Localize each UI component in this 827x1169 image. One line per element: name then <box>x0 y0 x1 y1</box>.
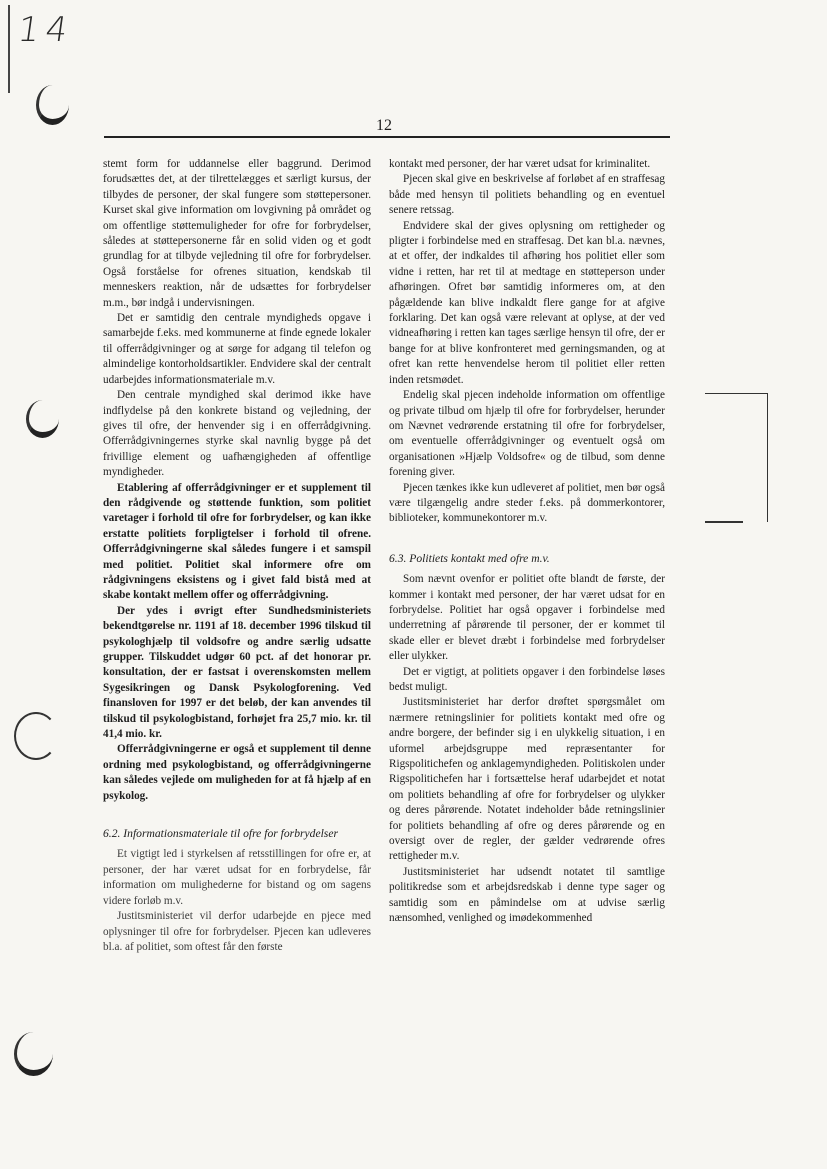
punch-hole-mark <box>14 1032 53 1076</box>
section-heading: 6.3. Politiets kontakt med ofre m.v. <box>389 551 550 565</box>
paragraph: Endelig skal pjecen indeholde information om offentlige og private tilbud om hjælp til ofre for forbrydelser, herunder om Nævnet vedrørende erstatning til ofre for forbrydelser, om eventuelle offerrådgivninger og eventuelt også om organisationen »Hjælp Voldsofre« og de tilbud, som denne forening giver. <box>389 389 665 479</box>
margin-bracket-bottom <box>705 521 743 523</box>
page-number: 12 <box>376 117 392 134</box>
punch-hole-mark <box>26 400 59 438</box>
paragraph: Det er samtidig den centrale myndigheds opgave i samarbejde f.eks. med kommunerne at finde egnede lokaler til offerrådgivninger og at sørge for adgang til telefon og almindelige kontorholdsartikler. Endvidere skal der centralt udarbejdes informationsmateriale m.v. <box>103 312 371 386</box>
paragraph: Justitsministeriet har derfor drøftet spørgsmålet om nærmere retningslinier for politiets kontakt med ofre og andre borgere, der befinder sig i en ulykkelig situation, i en uformel arbejdsgruppe med repræsentanter for Rigspolitichefen og anklagemyndigheden. Politiskolen under Rigspolitichefen har i fortsættelse heraf udarbejdet et notat om politiets behandling af ofre for forbrydelser og ulykker og deres pårørende. Notatet indeholder både retningslinier for politiets behandling af ofre og deres pårørende og en oversigt over de regler, der gælder vedrørende ofres rettigheder m.v. <box>389 696 665 863</box>
paragraph: Pjecen tænkes ikke kun udleveret af politiet, men bør også være tilgængelig andre steder f.eks. på dommerkontorer, biblioteker, kommunekontorer m.v. <box>389 481 665 525</box>
punch-hole-mark <box>14 712 58 760</box>
paragraph: Etablering af offerrådgivninger er et supplement til den rådgivende og støttende funktion, som politiet varetager i forhold til ofre for forbrydelser, og kan ikke erstatte politiets forpligtelser i forhold til ofrene. Offerrådgivningerne skal således fungere i et samspil med politiet. Politiet skal informere ofre om rådgivningens eksistens og i givet fald bistå med at skabe kontakt mellem offer og offerrådgivning. <box>103 481 371 602</box>
paragraph: Den centrale myndighed skal derimod ikke have indflydelse på den konkrete bistand og vejledning, der gives til ofre, der henvender sig i en offerrådgivning. Offerrådgivningernes styrke skal navnlig bygge på det frivillige element og uafhængigheden af offentlige myndigheder. <box>103 389 371 479</box>
paragraph: Som nævnt ovenfor er politiet ofte blandt de første, der kommer i kontakt med personer, der har været udsat for en forbrydelse. Politiet har også opgaver i forbindelse med underretning af pårørende til personer, der er kommet til skade eller er blevet dræbt i forbindelse med forbrydelser eller ulykker. <box>389 573 665 663</box>
section-heading: 6.2. Informationsmateriale til ofre for forbrydelser <box>103 827 338 841</box>
left-column <box>103 157 371 955</box>
paragraph: Det er vigtigt, at politiets opgaver i den forbindelse løses bedst muligt. <box>389 665 665 693</box>
paragraph: Der ydes i øvrigt efter Sundhedsministeriets bekendtgørelse nr. 1191 af 18. december 1996 tilskud til psykologhjælp til voldsofre og andre særlig udsatte grupper. Tilskuddet udgør 60 pct. af det honorar pr. konsultation, der er fastsat i overenskomsten mellem Sygesikringen og Dansk Psykologforening. Ved finansloven for 1997 er det beløb, der kan anvendes til tilskud til psykologbistand, forhøjet fra 25,7 mio. kr. til 41,4 mio. kr. <box>103 604 371 741</box>
right-column <box>389 157 665 927</box>
paragraph: Pjecen skal give en beskrivelse af forløbet af en straffesag både med hensyn til politiets behandling og en eventuel senere retssag. <box>389 173 665 217</box>
header-rule <box>104 136 670 138</box>
paragraph: stemt form for uddannelse eller baggrund. Derimod forudsættes det, at der tilrettelægges et særligt kursus, der tilbydes de personer, der skal fungere som støttepersoner. Kurset skal give information om lovgivning på området og om offentlige støttemuligheder for ofre for forbrydelser, således at støttepersonerne får en solid viden og et godt grundlag for at tilbyde vejledning til ofre for forbrydelser. Også forståelse for ofrenes situation, kendskab til menneskers reaktion, når de udsættes for forbrydelser m.m., bør indgå i undervisningen. <box>103 158 371 309</box>
paragraph: Et vigtigt led i styrkelsen af retsstillingen for ofre er, at personer, der har været udsat for en forbrydelse, får information om mulighederne for bistand og om sagens videre forløb m.v. <box>103 848 371 907</box>
paragraph: kontakt med personer, der har været udsat for kriminalitet. <box>389 158 651 170</box>
handwritten-annotation: 14 <box>15 10 77 50</box>
paragraph: Endvidere skal der gives oplysning om rettigheder og pligter i forbindelse med en straffesag. Det kan bl.a. nævnes, at et offer, der indkaldes til afhøring hos politiet eller som vidne i retten, har ret til at medtage en støtteperson under afhøringen. Ofret bør samtidig informeres om, at den pågældende kan blive indkaldt flere gange for at afgive forklaring. Det kan også være relevant at oplyse, at der ved vidneafhøring i retten kan tages særlige hensyn til ofre, der er bange for at blive konfronteret med gerningsmanden, og at ofret kan rette henvendelse herom til politiet eller retten inden retsmødet. <box>389 219 665 386</box>
paragraph: Justitsministeriet har udsendt notatet til samtlige politikredse som et arbejdsredskab i denne type sager og samtidig som en påmindelse om at udvise særlig nænsomhed, venlighed og imødekommenhed <box>389 865 665 925</box>
paragraph: Offerrådgivningerne er også et supplement til denne ordning med psykologbistand, og offerrådgivningerne kan således vejlede om muligheden for at få hjælp af en psykolog. <box>103 743 371 802</box>
paragraph: Justitsministeriet vil derfor udarbejde en pjece med oplysninger til ofre for forbrydelser. Pjecen kan udleveres bl.a. af politiet, som oftest får den første <box>103 910 371 953</box>
margin-line <box>8 5 10 93</box>
punch-hole-mark <box>36 85 69 125</box>
margin-bracket <box>705 393 768 522</box>
